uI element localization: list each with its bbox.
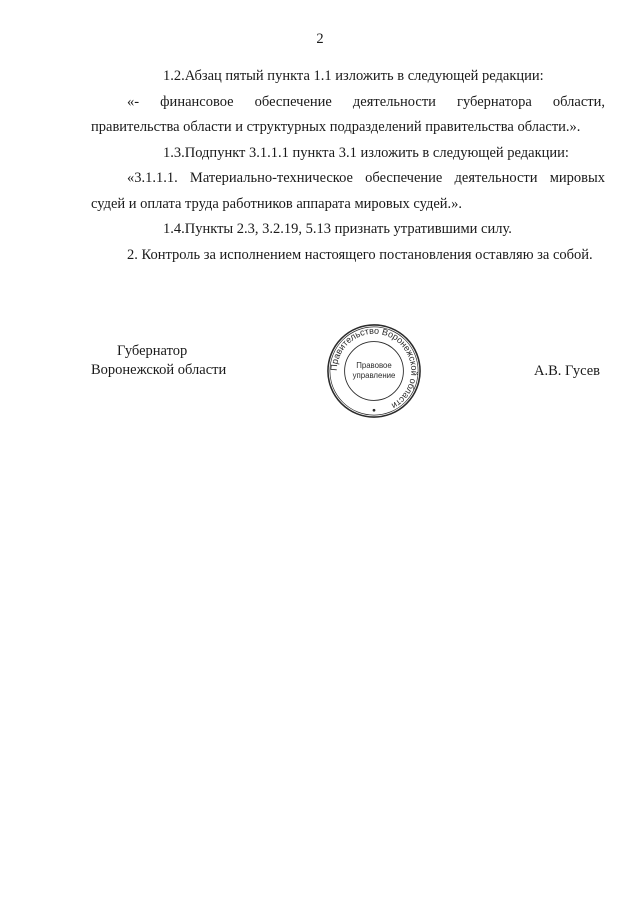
signatory-name: А.В. Гусев xyxy=(534,363,600,379)
paragraph-1-2 xyxy=(91,64,605,90)
paragraph-text: «- финансовое обеспечение деятельности губернатора области, правительства области и структурных подразделений правительства области.». xyxy=(91,93,605,135)
paragraph-text: 2. Контроль за исполнением настоящего постановления оставляю за собой. xyxy=(127,246,593,263)
paragraph-1-4 xyxy=(91,217,605,243)
signatory-title-line2: Воронежской области xyxy=(91,362,227,378)
page-number: 2 xyxy=(316,31,324,47)
paragraph-text: Подпункт 3.1.1.1 пункта 3.1 изложить в следующей редакции: xyxy=(184,144,569,161)
paragraph-quote-2 xyxy=(91,166,605,217)
stamp-dot xyxy=(373,409,376,412)
paragraph-quote-1 xyxy=(91,90,605,141)
paragraph-text: «3.1.1.1. Материально-техническое обеспечение деятельности мировых судей и оплата труда работников аппарата мировых судей.». xyxy=(91,170,605,212)
item-number: 1.2. xyxy=(163,68,185,84)
paragraph-1-3 xyxy=(91,141,605,167)
paragraph-2 xyxy=(91,243,605,269)
paragraph-text: Пункты 2.3, 3.2.19, 5.13 признать утратившими силу. xyxy=(184,221,512,237)
paragraph-text: Абзац пятый пункта 1.1 изложить в следующей редакции: xyxy=(184,68,544,84)
signatory-title xyxy=(91,342,226,380)
stamp-center-line2: управление xyxy=(352,370,396,380)
item-number: 1.4. xyxy=(163,221,185,237)
signatory-title-line1: Губернатор xyxy=(117,343,188,359)
official-stamp xyxy=(325,322,423,420)
stamp-center-line1: Правовое xyxy=(356,361,392,371)
stamp-ring-text: Правительство Воронежской области xyxy=(328,325,420,412)
item-number: 1.3. xyxy=(163,144,185,161)
document-body xyxy=(91,64,605,268)
